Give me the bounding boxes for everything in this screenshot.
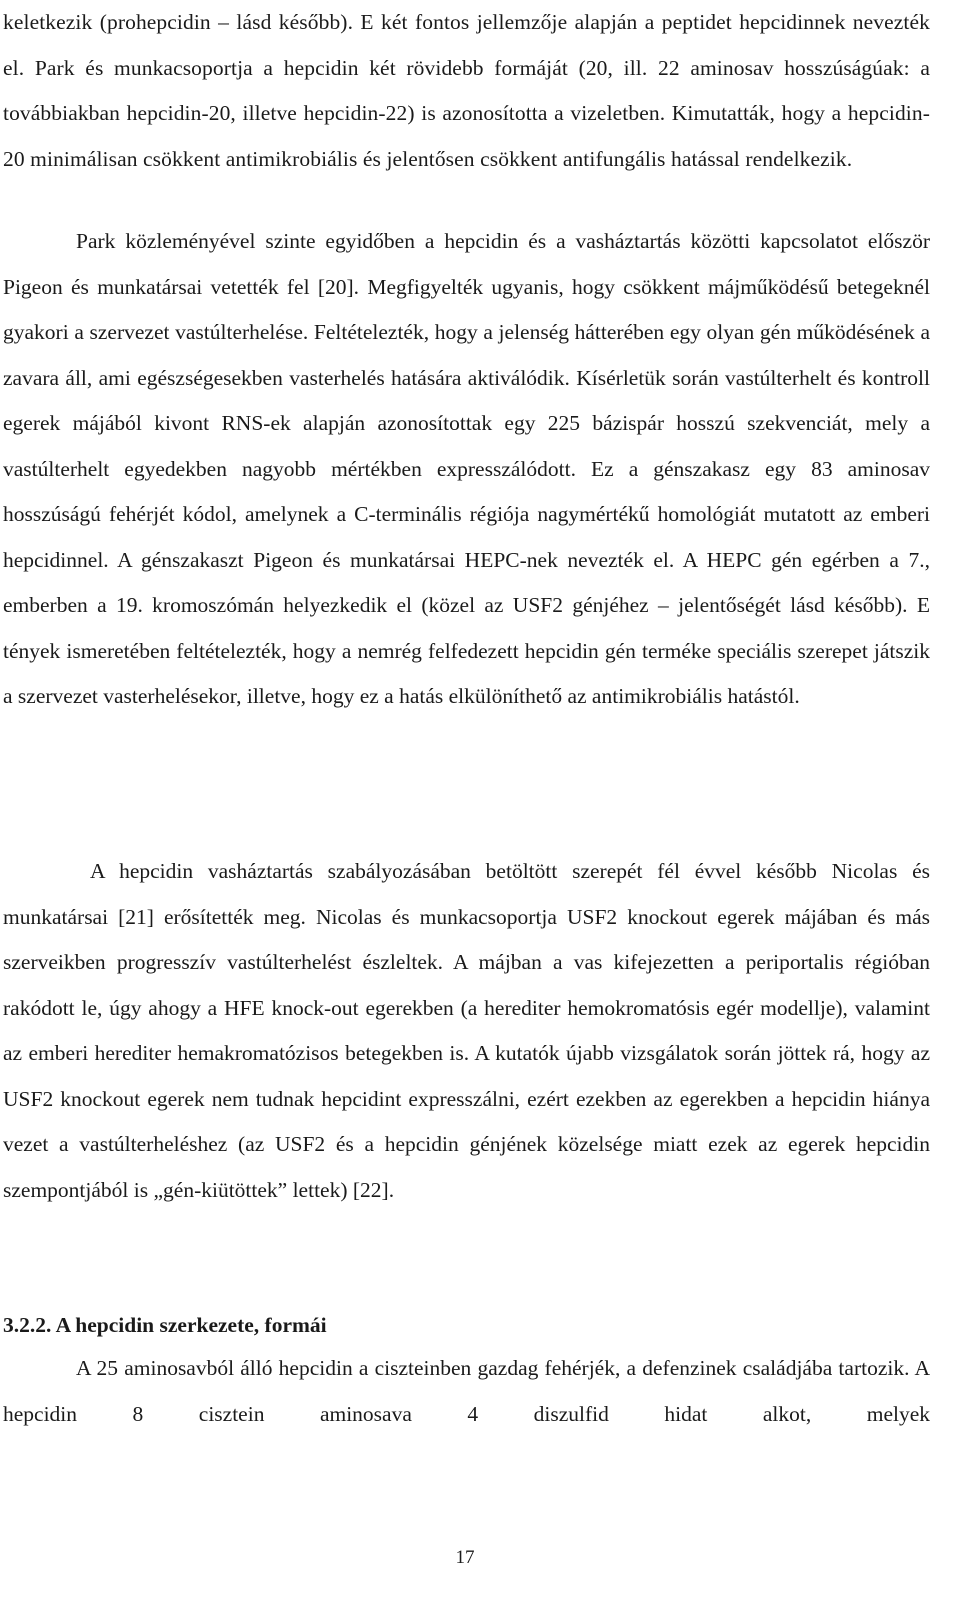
paragraph-text: A hepcidin vasháztartás szabályozásában betöltött szerepét fél évvel később Nicolas és munkatársai [21] erősítették meg. Nicolas és munkacsoportja USF2 knockout egerek májában és más szerveikben progresszív vastúlterhelést észleltek. A májban a vas kifejezetten a periportalis régióban rakódott le, úgy ahogy a HFE knock-out egerekben (a herediter hemokromatósis egér modellje), valamint az emberi herediter hemakromatózisos betegekben is. A kutatók újabb vizsgálatok során jöttek rá, hogy az USF2 knockout egerek nem tudnak hepcidint expresszálni, ezért ezekben az egerekben a hepcidin hiánya vezet a vastúlterheléshez (az USF2 és a hepcidin génjének közelsége miatt ezek az egerek hepcidin szempontjából is „gén-kiütöttek” lettek) [22]. <box>3 859 930 1202</box>
paragraph-structure <box>3 1346 930 1437</box>
page-number: 17 <box>455 1547 475 1568</box>
paragraph-text: A 25 aminosavból álló hepcidin a ciszteinben gazdag fehérjék, a defenzinek családjába tartozik. A hepcidin 8 cisztein aminosava 4 diszulfid hidat alkot, melyek <box>3 1356 930 1426</box>
paragraph-pigeon <box>3 219 930 720</box>
paragraph-text: keletkezik (prohepcidin – lásd később). E két fontos jellemzője alapján a peptidet hepcidinnek nevezték el. Park és munkacsoportja a hepcidin két rövidebb formáját (20, ill. 22 aminosav hosszúságúak: a továbbiakban hepcidin-20, illetve hepcidin-22) is azonosította a vizeletben. Kimutatták, hogy a hepcidin-20 minimálisan csökkent antimikrobiális és jelentősen csökkent antifungális hatással rendelkezik. <box>3 10 930 171</box>
paragraph-nicolas <box>3 849 930 1213</box>
paragraph-text: Park közleményével szinte egyidőben a hepcidin és a vasháztartás közötti kapcsolatot először Pigeon és munkatársai vetették fel [20]. Megfigyelték ugyanis, hogy csökkent májműködésű betegeknél gyakori a szervezet vastúlterhelése. Feltételezték, hogy a jelenség hátterében egy olyan gén működésének a zavara áll, ami egészségesekben vasterhelés hatására aktiválódik. Kísérletük során vastúlterhelt és kontroll egerek májából kivont RNS-ek alapján azonosítottak egy 225 bázispár hosszú szekvenciát, mely a vastúlterhelt egyedekben nagyobb mértékben expresszálódott. Ez a génszakasz egy 83 aminosav hosszúságú fehérjét kódol, amelynek a C-terminális régiója nagymértékű homológiát mutatott az emberi hepcidinnel. A génszakaszt Pigeon és munkatársai HEPC-nek nevezték el. A HEPC gén egérben a 7., emberben a 19. kromoszómán helyezkedik el (közel az USF2 génjéhez – jelentőségét lásd később). E tények ismeretében feltételezték, hogy a nemrég felfedezett hepcidin gén terméke speciális szerepet játszik a szervezet vasterhelésekor, illetve, hogy ez a hatás elkülöníthető az antimikrobiális hatástól. <box>3 229 930 708</box>
section-heading: 3.2.2. A hepcidin szerkezete, formái <box>3 1313 327 1337</box>
paragraph-continuation <box>3 0 930 182</box>
